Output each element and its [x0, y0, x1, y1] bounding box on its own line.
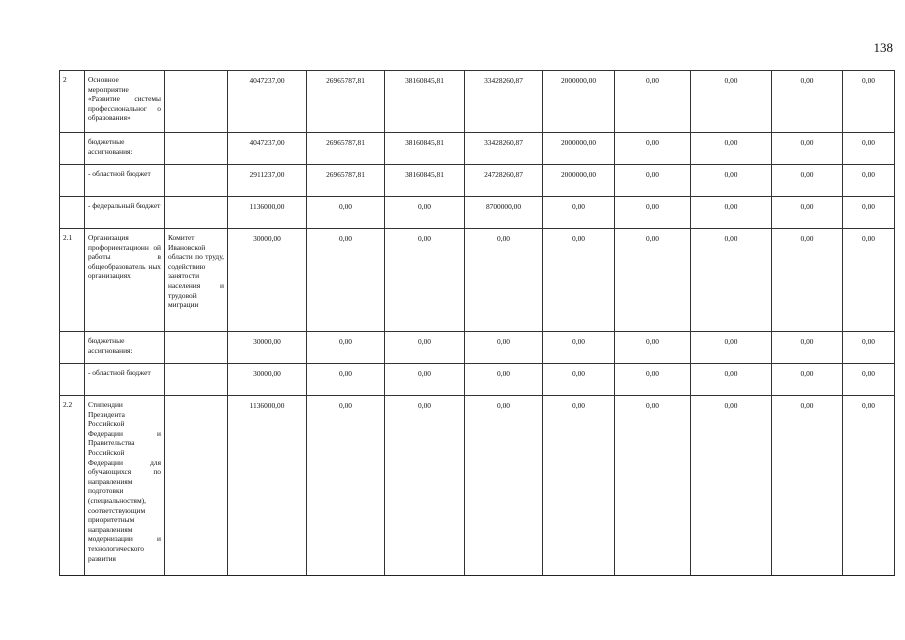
value-cell: 0,00 — [615, 332, 691, 364]
row-name: бюджетные ассигнования: — [85, 332, 165, 364]
table-row — [60, 229, 895, 332]
value-cell: 0,00 — [691, 396, 772, 576]
row-number — [60, 332, 85, 364]
table-row — [60, 133, 895, 165]
value-cell: 0,00 — [465, 364, 543, 396]
table-row — [60, 396, 895, 576]
value-cell: 38160845,81 — [385, 133, 465, 165]
value-cell: 0,00 — [772, 165, 843, 197]
value-cell: 0,00 — [307, 197, 385, 229]
value-cell: 2000000,00 — [543, 133, 615, 165]
value-cell: 0,00 — [307, 332, 385, 364]
value-cell: 0,00 — [843, 229, 895, 332]
value-cell: 0,00 — [691, 71, 772, 133]
value-cell: 0,00 — [385, 229, 465, 332]
value-cell: 0,00 — [465, 332, 543, 364]
table-row — [60, 364, 895, 396]
value-cell: 0,00 — [691, 197, 772, 229]
value-cell: 0,00 — [385, 396, 465, 576]
value-cell: 0,00 — [465, 396, 543, 576]
row-number — [60, 133, 85, 165]
value-cell: 0,00 — [843, 364, 895, 396]
row-executor — [165, 364, 228, 396]
table-row — [60, 197, 895, 229]
page-number: 138 — [873, 40, 893, 55]
value-cell: 0,00 — [772, 332, 843, 364]
value-cell: 0,00 — [772, 229, 843, 332]
value-cell: 0,00 — [543, 229, 615, 332]
row-executor — [165, 71, 228, 133]
value-cell: 26965787,81 — [307, 71, 385, 133]
table-row — [60, 71, 895, 133]
value-cell: 0,00 — [772, 364, 843, 396]
value-cell: 38160845,81 — [385, 165, 465, 197]
table-row — [60, 332, 895, 364]
value-cell: 0,00 — [307, 364, 385, 396]
row-executor — [165, 197, 228, 229]
value-cell: 0,00 — [615, 364, 691, 396]
value-cell: 30000,00 — [228, 332, 307, 364]
row-number: 2 — [60, 71, 85, 133]
value-cell: 0,00 — [691, 364, 772, 396]
value-cell: 0,00 — [543, 364, 615, 396]
value-cell: 0,00 — [772, 197, 843, 229]
table-row — [60, 165, 895, 197]
value-cell: 0,00 — [691, 229, 772, 332]
value-cell: 0,00 — [691, 332, 772, 364]
value-cell: 0,00 — [385, 364, 465, 396]
row-number: 2.2 — [60, 396, 85, 576]
value-cell: 0,00 — [465, 229, 543, 332]
value-cell: 0,00 — [691, 133, 772, 165]
value-cell: 0,00 — [615, 229, 691, 332]
value-cell: 0,00 — [615, 165, 691, 197]
value-cell: 2911237,00 — [228, 165, 307, 197]
value-cell: 1136000,00 — [228, 197, 307, 229]
row-executor — [165, 396, 228, 576]
value-cell: 0,00 — [691, 165, 772, 197]
row-name: - областной бюджет — [85, 165, 165, 197]
value-cell: 0,00 — [843, 332, 895, 364]
value-cell: 8700000,00 — [465, 197, 543, 229]
row-executor — [165, 165, 228, 197]
value-cell: 0,00 — [615, 197, 691, 229]
value-cell: 0,00 — [843, 396, 895, 576]
value-cell: 0,00 — [543, 197, 615, 229]
value-cell: 26965787,81 — [307, 165, 385, 197]
value-cell: 30000,00 — [228, 229, 307, 332]
value-cell: 0,00 — [615, 396, 691, 576]
row-executor — [165, 332, 228, 364]
row-executor: Комитет Ивановской области по труду, содействию занятости населения и трудовой миграции — [165, 229, 228, 332]
row-number — [60, 165, 85, 197]
value-cell: 4047237,00 — [228, 71, 307, 133]
value-cell: 0,00 — [843, 165, 895, 197]
value-cell: 0,00 — [772, 71, 843, 133]
value-cell: 26965787,81 — [307, 133, 385, 165]
row-name: - федеральный бюджет — [85, 197, 165, 229]
value-cell: 38160845,81 — [385, 71, 465, 133]
value-cell: 0,00 — [543, 396, 615, 576]
value-cell: 33428260,87 — [465, 133, 543, 165]
value-cell: 0,00 — [307, 396, 385, 576]
value-cell: 1136000,00 — [228, 396, 307, 576]
value-cell: 0,00 — [615, 133, 691, 165]
row-executor — [165, 133, 228, 165]
value-cell: 0,00 — [843, 133, 895, 165]
value-cell: 0,00 — [615, 71, 691, 133]
row-number — [60, 197, 85, 229]
value-cell: 30000,00 — [228, 364, 307, 396]
row-name: Стипендии Президента Российской Федерации и Правительства Российской Федерации для обучающихся по направлениям подготовки (специальностям), соответствующим приоритетным направлениям модернизации и технологического развития — [85, 396, 165, 576]
value-cell: 0,00 — [543, 332, 615, 364]
value-cell: 2000000,00 — [543, 71, 615, 133]
value-cell: 2000000,00 — [543, 165, 615, 197]
value-cell: 0,00 — [385, 332, 465, 364]
row-name: Организация профориентационн ой работы в общеобразователь ных организациях — [85, 229, 165, 332]
value-cell: 0,00 — [385, 197, 465, 229]
value-cell: 0,00 — [772, 133, 843, 165]
value-cell: 0,00 — [772, 396, 843, 576]
row-number — [60, 364, 85, 396]
row-name: Основное мероприятие «Развитие системы профессиональног о образования» — [85, 71, 165, 133]
row-name: бюджетные ассигнования: — [85, 133, 165, 165]
value-cell: 0,00 — [843, 197, 895, 229]
row-name: - областной бюджет — [85, 364, 165, 396]
budget-table — [59, 70, 895, 576]
value-cell: 4047237,00 — [228, 133, 307, 165]
value-cell: 33428260,87 — [465, 71, 543, 133]
value-cell: 24728260,87 — [465, 165, 543, 197]
value-cell: 0,00 — [307, 229, 385, 332]
value-cell: 0,00 — [843, 71, 895, 133]
row-number: 2.1 — [60, 229, 85, 332]
